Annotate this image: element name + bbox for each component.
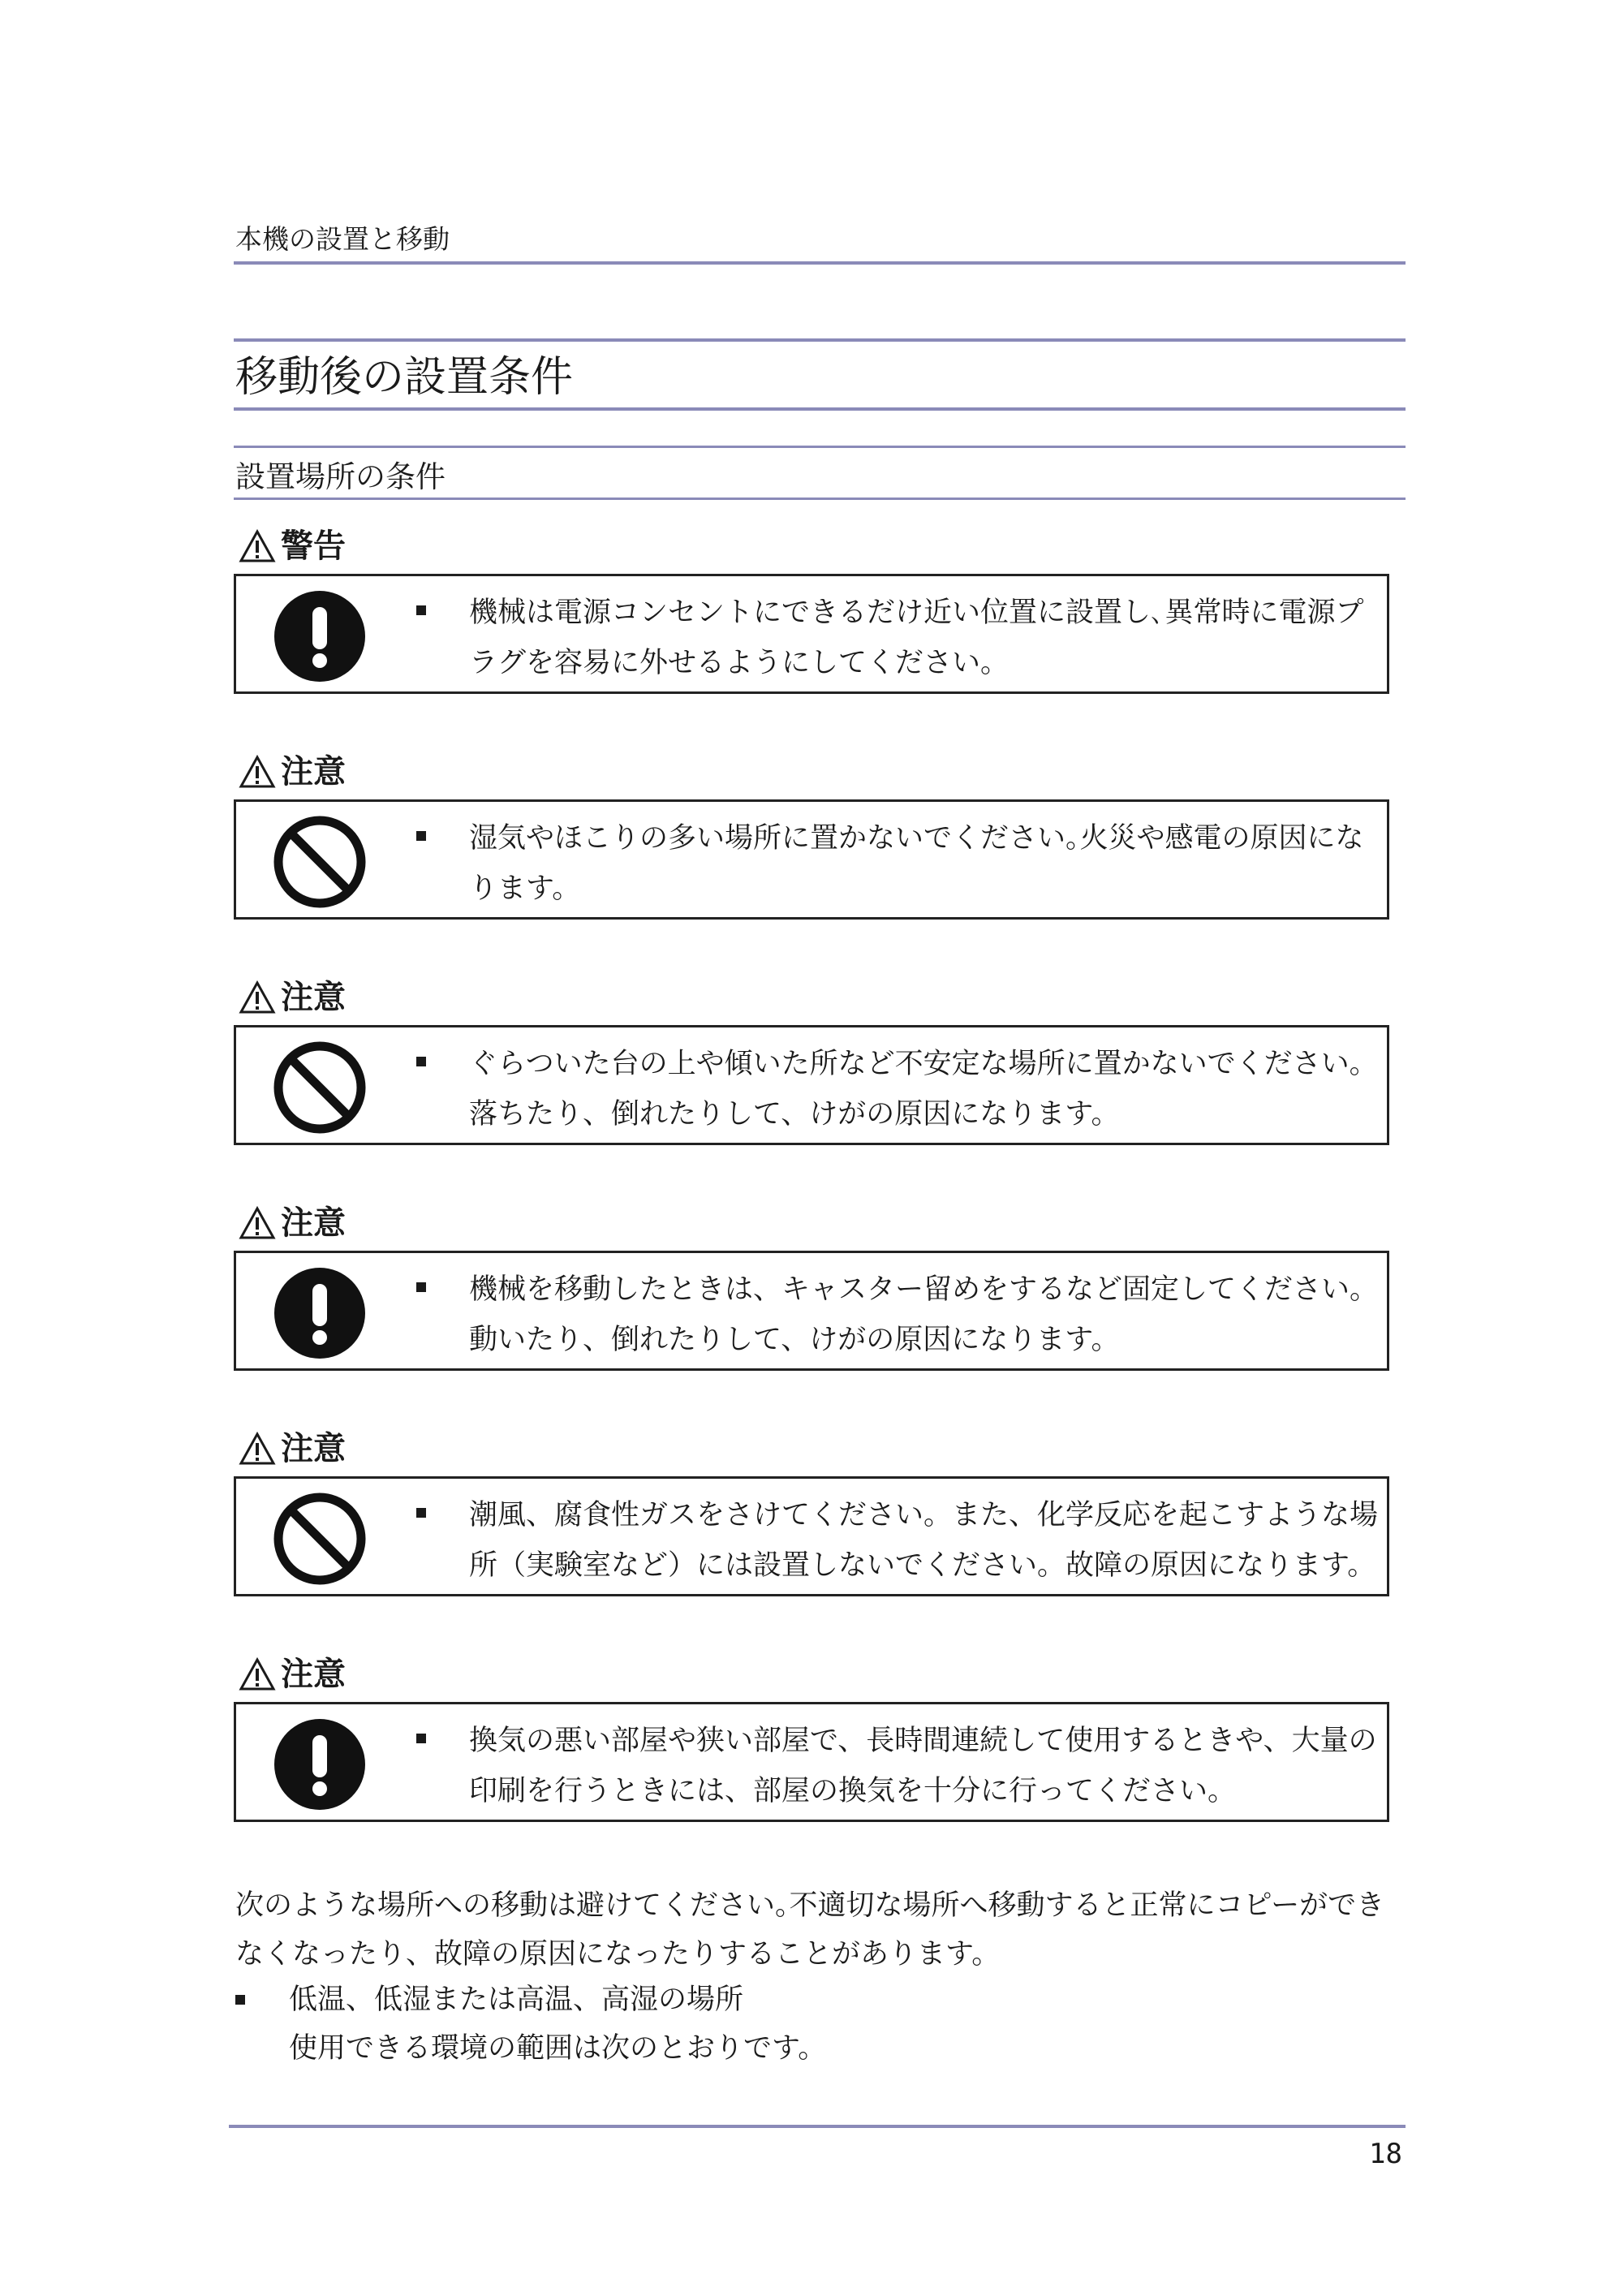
notice-box (234, 1476, 1389, 1596)
warning-triangle-icon (239, 1657, 276, 1691)
subtitle-rule-bottom (234, 498, 1406, 500)
notice-level: 注意 (281, 753, 346, 790)
subtitle-rule-top (234, 446, 1406, 448)
notice-text: ぐらついた台の上や傾いた所など不安定な場所に置かないでください。 落ちたり、倒れたりして、けがの原因になります。 (469, 1048, 1378, 1131)
notice-label-caution (239, 1202, 346, 1244)
notice-label-caution (239, 976, 346, 1019)
notice-box (234, 1025, 1389, 1145)
title-rule-top (234, 338, 1406, 342)
prohibition-icon (273, 815, 367, 909)
warning-triangle-icon (239, 1432, 276, 1466)
notice-level: 注意 (281, 1430, 346, 1467)
notice-text: 換気の悪い部屋や狭い部屋で、長時間連続して使用するときや、大量の 印刷を行うときには、部屋の換気を十分に行ってください。 (469, 1725, 1377, 1807)
notice-level: 注意 (281, 1204, 346, 1242)
notice-label-warning (239, 525, 346, 567)
warning-triangle-icon (239, 980, 276, 1014)
section-subtitle: 設置場所の条件 (235, 459, 446, 494)
mandatory-exclamation-icon (273, 589, 367, 683)
prohibition-icon (273, 1492, 367, 1586)
warning-triangle-icon (239, 755, 276, 789)
bullet-marker (416, 1734, 426, 1743)
notice-label-caution (239, 751, 346, 793)
warning-triangle-icon (239, 1206, 276, 1240)
footer-rule (229, 2125, 1406, 2128)
warning-triangle-icon (239, 529, 276, 563)
bullet-marker (416, 1057, 426, 1066)
notice-text: 潮風、腐食性ガスをさけてください。また、化学反応を起こすような場 所（実験室など）には設置しないでください。故障の原因になります。 (469, 1499, 1379, 1582)
notice-label-caution (239, 1428, 346, 1470)
prohibition-icon (273, 1040, 367, 1135)
bullet-marker (416, 1508, 426, 1518)
notice-label-caution (239, 1653, 346, 1695)
notice-level: 注意 (281, 979, 346, 1016)
notice-text: 機械は電源コンセントにできるだけ近い位置に設置し､異常時に電源プ ラグを容易に外せるようにしてください。 (469, 597, 1364, 679)
notice-box (234, 1702, 1389, 1822)
list-item-note: 使用できる環境の範囲は次のとおりです。 (289, 2032, 827, 2065)
list-item: 低温、低湿または高温、高湿の場所 (289, 1984, 744, 2016)
page-number: 18 (1369, 2138, 1402, 2170)
notice-box (234, 574, 1389, 694)
mandatory-exclamation-icon (273, 1717, 367, 1811)
body-paragraph: 次のような場所への移動は避けてください｡不適切な場所へ移動すると正常にコピーができ なくなったり、故障の原因になったりすることがあります。 (235, 1889, 1385, 1971)
notice-text: 湿気やほこりの多い場所に置かないでください｡火災や感電の原因にな ります。 (469, 822, 1364, 905)
mandatory-exclamation-icon (273, 1266, 367, 1360)
bullet-marker (416, 1282, 426, 1292)
bullet-marker (416, 605, 426, 615)
bullet-marker (416, 831, 426, 841)
header-rule (234, 261, 1406, 265)
breadcrumb: 本機の設置と移動 (235, 223, 450, 255)
notice-box (234, 1251, 1389, 1371)
page-title: 移動後の設置条件 (235, 353, 574, 402)
title-rule-bottom (234, 407, 1406, 411)
bullet-marker (235, 1995, 245, 2005)
notice-level: 注意 (281, 1656, 346, 1693)
notice-text: 機械を移動したときは、キャスター留めをするなど固定してください。 動いたり、倒れたりして、けがの原因になります。 (469, 1273, 1379, 1356)
notice-level: 警告 (281, 528, 346, 565)
notice-box (234, 799, 1389, 920)
